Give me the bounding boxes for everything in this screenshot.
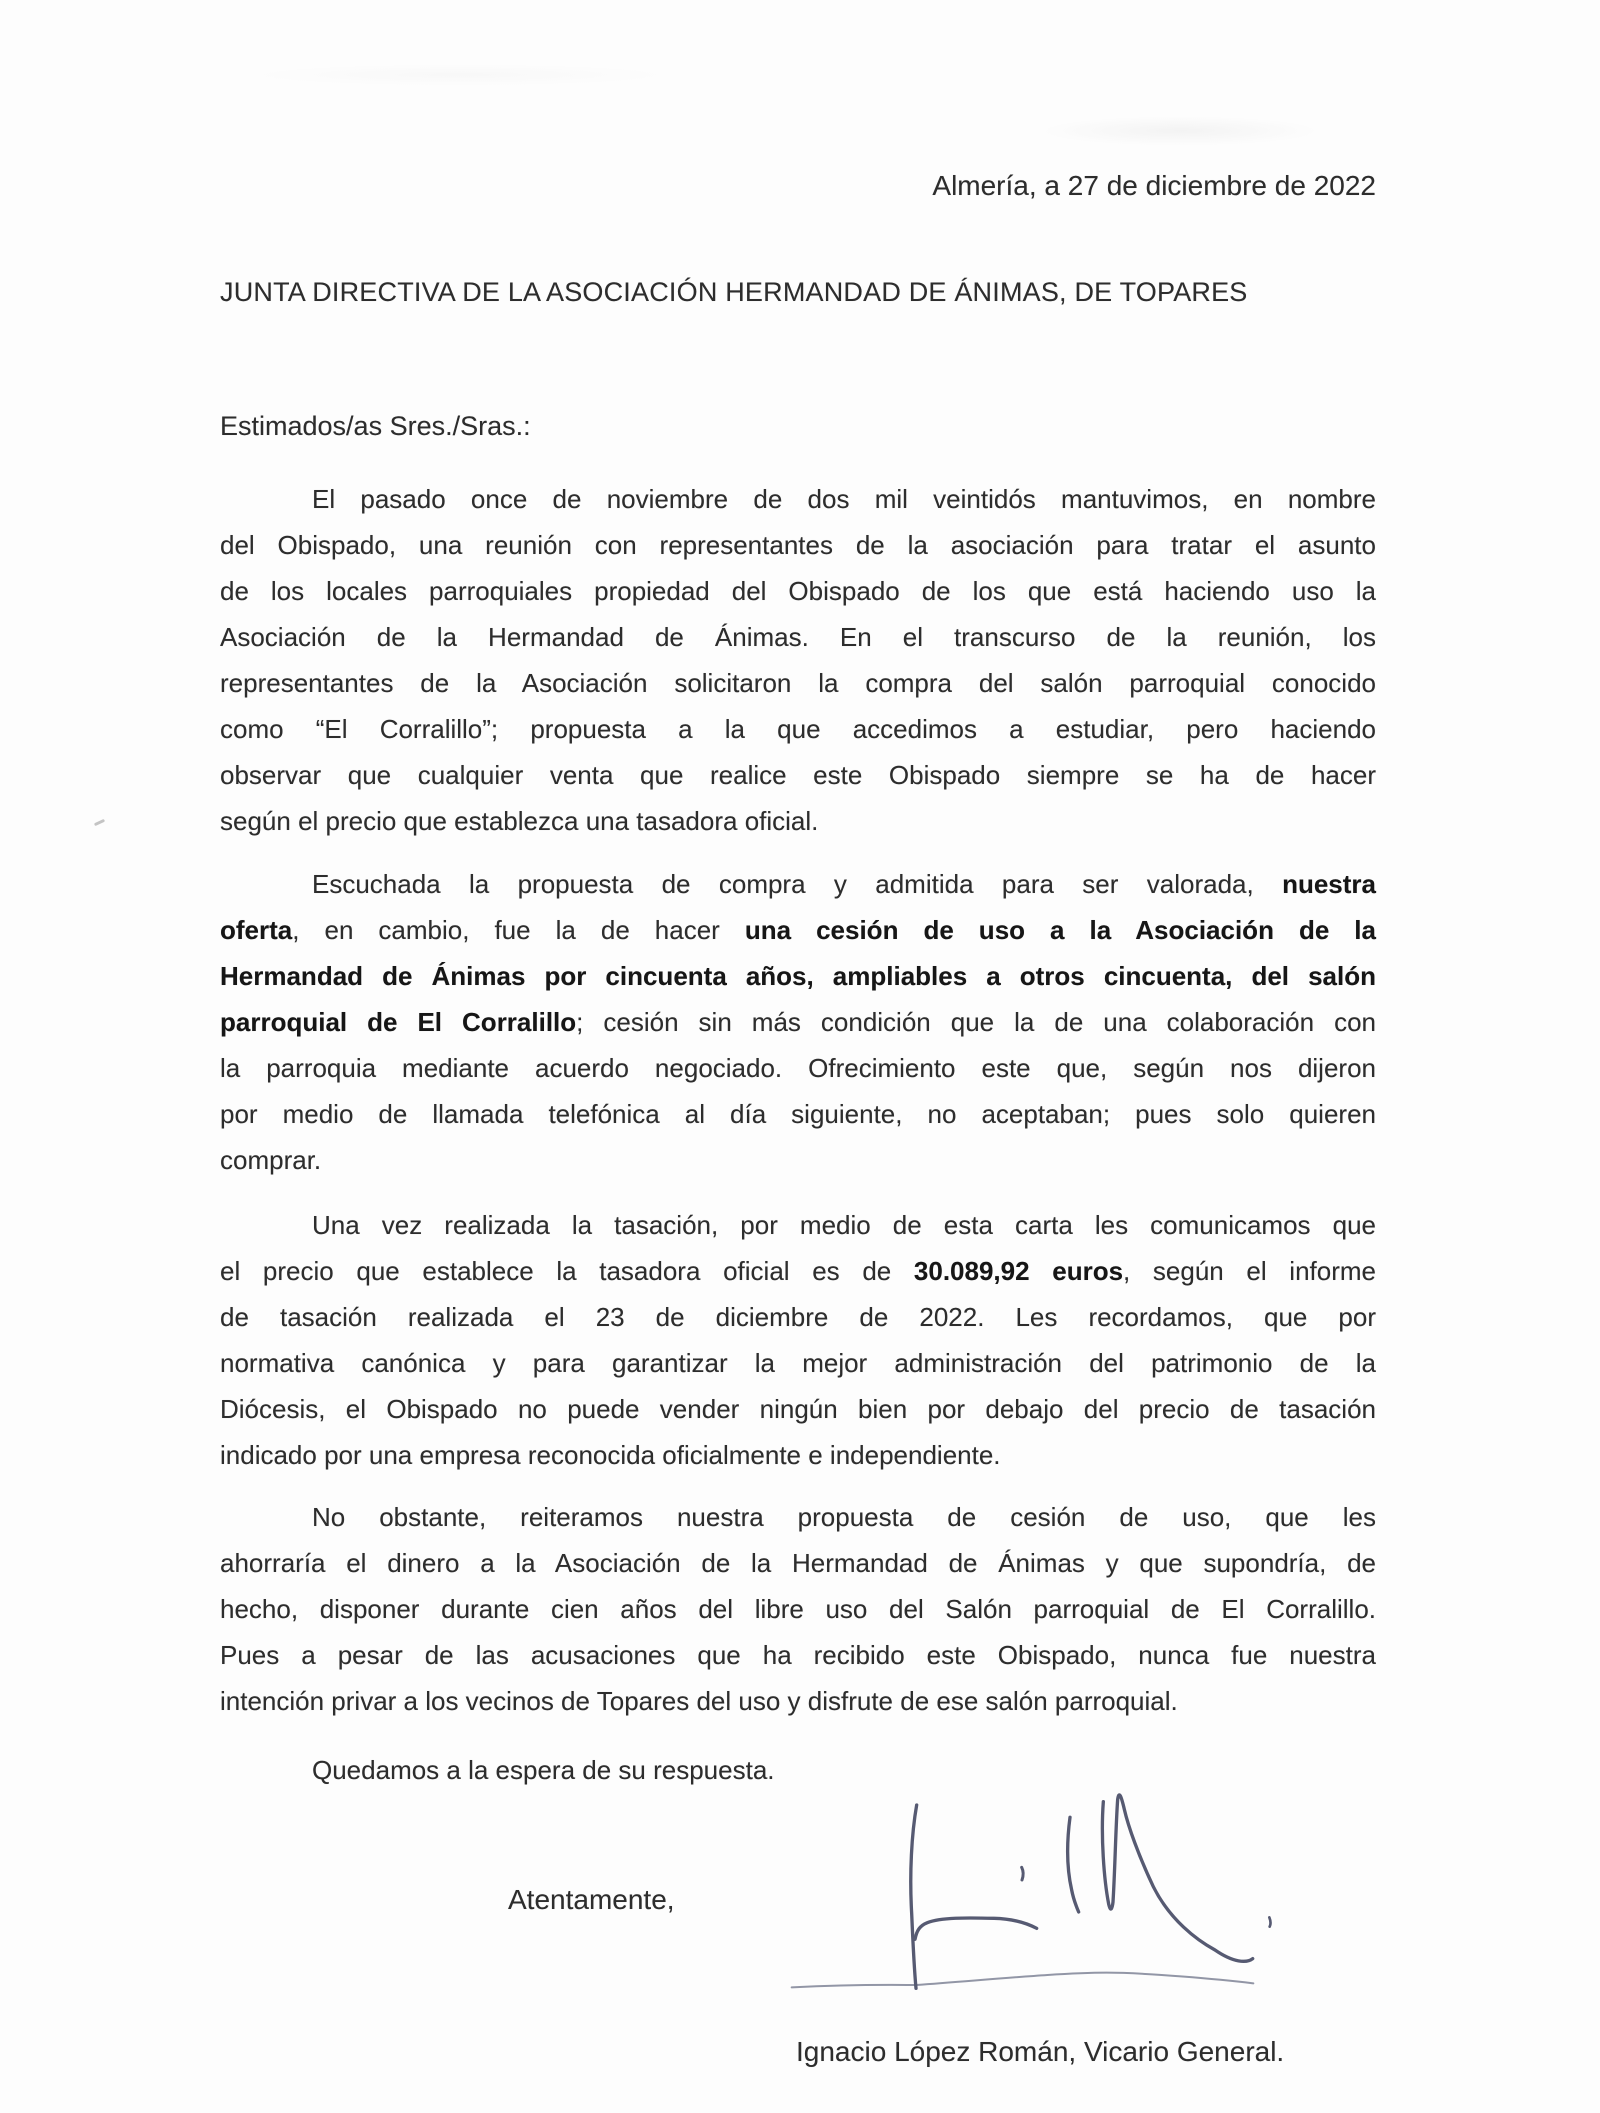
letter-salutation: Estimados/as Sres./Sras.: xyxy=(220,411,531,441)
scan-smudge xyxy=(1040,116,1320,146)
text-line: hecho, disponer durante cien años del libre uso del Salón parroquial de El Corralillo. xyxy=(220,1594,1376,1624)
paragraph xyxy=(220,1202,1376,1478)
paragraph xyxy=(220,1494,1376,1724)
text-line: No obstante, reiteramos nuestra propuesta de cesión de uso, que les xyxy=(312,1502,1376,1532)
scan-smudge xyxy=(250,64,670,86)
text-line xyxy=(220,953,1376,999)
text-line: de los locales parroquiales propiedad del Obispado de los que está haciendo uso la xyxy=(220,576,1376,606)
text-line: representantes de la Asociación solicitaron la compra del salón parroquial conocido xyxy=(220,668,1376,698)
text-line: normativa canónica y para garantizar la mejor administración del patrimonio de la xyxy=(220,1348,1376,1378)
text-line: ahorraría el dinero a la Asociación de la Hermandad de Ánimas y que supondría, de xyxy=(220,1548,1376,1578)
text-line: El pasado once de noviembre de dos mil veintidós mantuvimos, en nombre xyxy=(312,484,1376,514)
paragraph xyxy=(220,476,1376,844)
handwritten-signature xyxy=(760,1780,1280,2020)
text-line: oferta, en cambio, fue la de hacer una cesión de uso a la Asociación de la xyxy=(220,915,1376,945)
text-line: del Obispado, una reunión con representantes de la asociación para tratar el asunto xyxy=(220,530,1376,560)
signer-name: Ignacio López Román, Vicario General. xyxy=(796,2036,1285,2067)
text-line: según el precio que establezca una tasadora oficial. xyxy=(220,806,819,836)
letter-body xyxy=(220,476,1376,1793)
text-line: el precio que establece la tasadora oficial es de 30.089,92 euros, según el informe xyxy=(220,1256,1376,1286)
text-line: Una vez realizada la tasación, por medio de esta carta les comunicamos que xyxy=(312,1210,1376,1240)
bold-text: nuestra xyxy=(1282,869,1376,899)
bold-text: 30.089,92 euros xyxy=(913,1256,1124,1286)
bold-text: Hermandad de Ánimas por cincuenta años, ampliables a otros cincuenta, del salón xyxy=(220,961,1376,991)
text-line: comprar. xyxy=(220,1145,322,1175)
bold-text: oferta xyxy=(220,915,293,945)
letter-recipient: JUNTA DIRECTIVA DE LA ASOCIACIÓN HERMANDAD DE ÁNIMAS, DE TOPARES xyxy=(220,277,1248,307)
paragraph xyxy=(220,861,1376,1183)
text-line: como “El Corralillo”; propuesta a la que accedimos a estudiar, pero haciendo xyxy=(220,714,1376,744)
scan-speck xyxy=(94,819,105,826)
text-line: Asociación de la Hermandad de Ánimas. En el transcurso de la reunión, los xyxy=(220,622,1376,652)
text-line: por medio de llamada telefónica al día siguiente, no aceptaban; pues solo quieren xyxy=(220,1099,1376,1129)
text-line: de tasación realizada el 23 de diciembre de 2022. Les recordamos, que por xyxy=(220,1302,1376,1332)
text-line: parroquial de El Corralillo; cesión sin más condición que la de una colaboración con xyxy=(220,1007,1377,1037)
text-line: indicado por una empresa reconocida oficialmente e independiente. xyxy=(220,1440,1001,1470)
text-line: observar que cualquier venta que realice este Obispado siempre se ha de hacer xyxy=(220,760,1376,790)
text-line: Diócesis, el Obispado no puede vender ningún bien por debajo del precio de tasación xyxy=(220,1394,1376,1424)
text-line: Escuchada la propuesta de compra y admitida para ser valorada, nuestra xyxy=(312,869,1376,899)
text-line: Pues a pesar de las acusaciones que ha recibido este Obispado, nunca fue nuestra xyxy=(220,1640,1376,1670)
bold-text: parroquial de El Corralillo xyxy=(220,1007,577,1037)
text-line: intención privar a los vecinos de Topares del uso y disfrute de ese salón parroquial. xyxy=(220,1686,1178,1716)
text-line: la parroquia mediante acuerdo negociado. Ofrecimiento este que, según nos dijeron xyxy=(220,1053,1376,1083)
bold-text: una cesión de uso a la Asociación de la xyxy=(744,915,1376,945)
letter-valediction: Atentamente, xyxy=(508,1884,675,1915)
text-line: Quedamos a la espera de su respuesta. xyxy=(312,1755,775,1785)
letter-date: Almería, a 27 de diciembre de 2022 xyxy=(932,170,1376,201)
